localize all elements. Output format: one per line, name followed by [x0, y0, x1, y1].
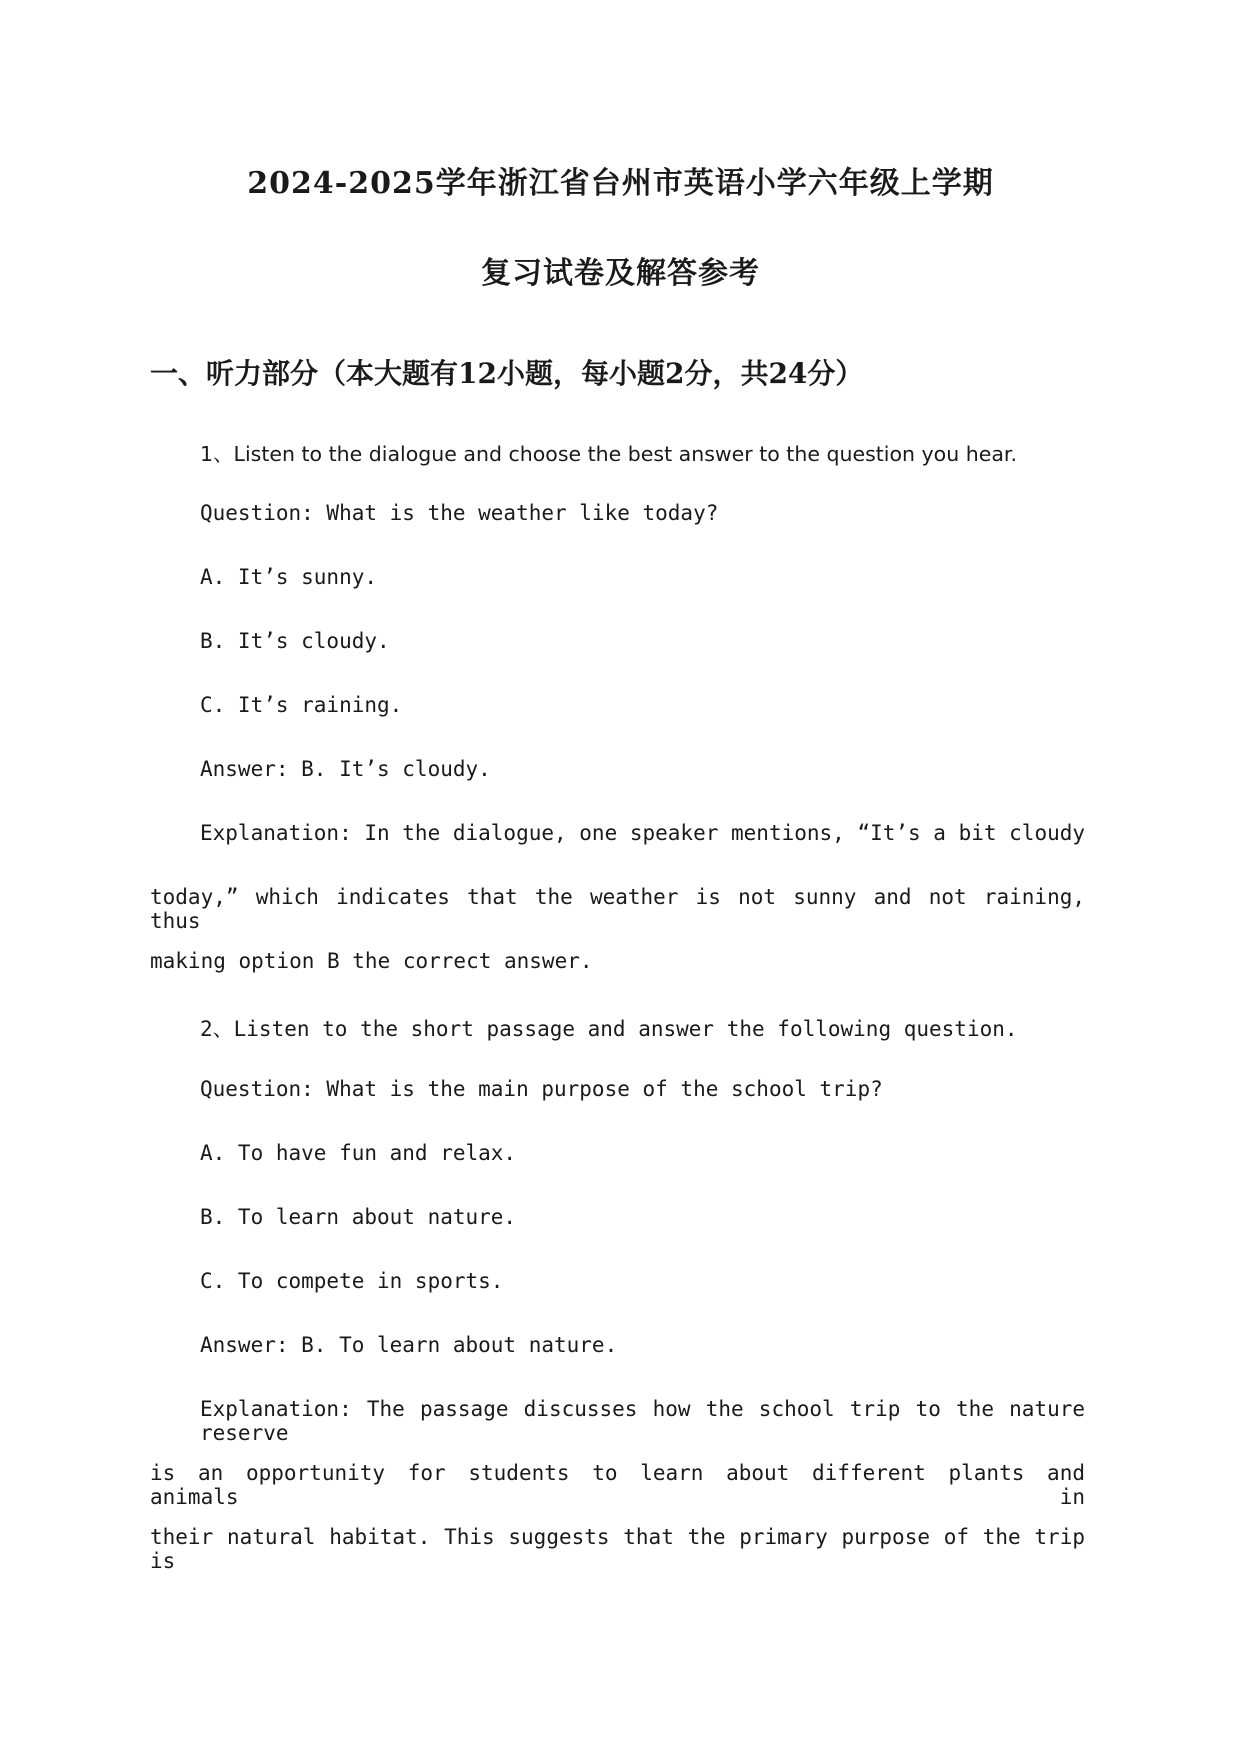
- question-1-explanation-line-3: making option B the correct answer.: [150, 949, 593, 973]
- question-1-prompt: 1、Listen to the dialogue and choose the best answer to the question you hear.: [200, 442, 1017, 466]
- question-1-option-a: A. It’s sunny.: [200, 565, 378, 589]
- question-2-option-c: C. To compete in sports.: [200, 1269, 504, 1293]
- question-2-explanation-line-1: Explanation: The passage discusses how the school trip to the nature reserve: [200, 1397, 1085, 1445]
- question-1-answer: Answer: B. It’s cloudy.: [200, 757, 491, 781]
- question-2-option-b: B. To learn about nature.: [200, 1205, 517, 1229]
- document-title-line-2: 复习试卷及解答参考: [481, 256, 760, 291]
- section-heading-listening: 一、听力部分（本大题有12小题，每小题2分，共24分）: [150, 357, 864, 390]
- document-title-line-1: 2024-2025学年浙江省台州市英语小学六年级上学期: [247, 166, 994, 201]
- question-2-explanation-line-3: their natural habitat. This suggests that the primary purpose of the trip is: [150, 1525, 1085, 1573]
- question-2-question: Question: What is the main purpose of the school trip?: [200, 1077, 883, 1101]
- question-2-prompt: 2、Listen to the short passage and answer the following question.: [200, 1017, 1018, 1041]
- question-1-option-c: C. It’s raining.: [200, 693, 403, 717]
- question-1-explanation-line-1: Explanation: In the dialogue, one speaker mentions, “It’s a bit cloudy: [200, 821, 1086, 845]
- question-1-explanation-line-2: today,” which indicates that the weather is not sunny and not raining, thus: [150, 885, 1085, 933]
- question-1-option-b: B. It’s cloudy.: [200, 629, 390, 653]
- question-2-option-a: A. To have fun and relax.: [200, 1141, 517, 1165]
- question-2-answer: Answer: B. To learn about nature.: [200, 1333, 618, 1357]
- question-2-explanation-line-2: is an opportunity for students to learn about different plants and animals in: [150, 1461, 1085, 1509]
- question-1-question: Question: What is the weather like today?: [200, 501, 719, 525]
